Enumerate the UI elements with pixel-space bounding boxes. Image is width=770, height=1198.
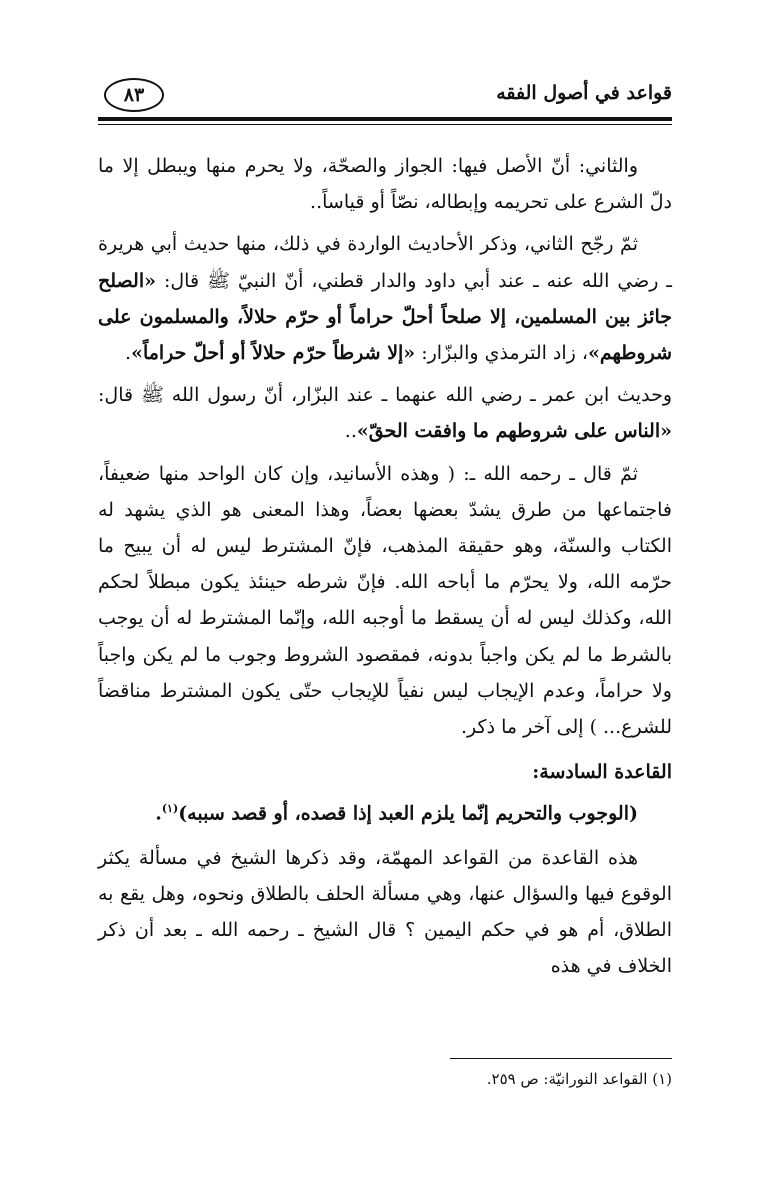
body-text bbox=[98, 148, 672, 991]
footnote: (١) القواعد النورانيّة: ص ٢٥٩. bbox=[486, 1070, 672, 1088]
hadith-quote-1: «الصلح جائز بين المسلمين، إلا صلحاً أحلّ حراماً أو حرّم حلالاً، والمسلمون على شروطهم» bbox=[98, 269, 672, 365]
page-header bbox=[98, 76, 672, 116]
header-rule-thick bbox=[98, 117, 672, 121]
paragraph-3-intro: وحديث ابن عمر ـ رضي الله عنهما ـ عند البزّار، أنّ رسول الله ﷺ قال: bbox=[98, 384, 672, 407]
paragraph-1 bbox=[98, 148, 672, 220]
paragraph-3 bbox=[98, 377, 672, 449]
footnote-marker: (١) bbox=[161, 802, 179, 816]
hadith-quote-3: «الناس على شروطهم ما وافقت الحقّ» bbox=[356, 420, 672, 443]
paragraph-2-intro: ثمّ رجّح الثاني، وذكر الأحاديث الواردة في ذلك، منها حديث أبي هريرة ـ رضي الله عنه ـ عند أبي داود والدار قطني، أنّ النبيّ ﷺ قال: bbox=[98, 233, 672, 292]
section-heading: القاعدة السادسة: bbox=[532, 761, 672, 784]
page-number: ٨٣ bbox=[104, 78, 164, 112]
paragraph-2-mid: ، زاد الترمذي والبزّار: bbox=[415, 342, 589, 365]
paragraph-5-text: هذه القاعدة من القواعد المهمّة، وقد ذكرها الشيخ في مسألة يكثر الوقوع فيها والسؤال عنها، وهي مسألة الحلف بالطلاق ونحوه، وهل يقع به الطلاق، أم هو في حكم اليمين ؟ قال الشيخ ـ رحمه الله ـ بعد أن ذكر الخلاف في هذه bbox=[98, 846, 672, 978]
paragraph-4 bbox=[98, 456, 672, 746]
footnote-rule bbox=[450, 1058, 672, 1059]
paragraph-3-end: .. bbox=[344, 420, 357, 443]
paragraph-2-end: . bbox=[125, 342, 132, 365]
paragraph-1-text: والثاني: أنّ الأصل فيها: الجواز والصحّة، ولا يحرم منها ويبطل إلا ما دلّ الشرع على تحريمه وإبطاله، نصّاً أو قياساً.. bbox=[98, 155, 672, 214]
paragraph-2 bbox=[98, 226, 672, 371]
rule-statement: (الوجوب والتحريم إنّما يلزم العبد إذا قصده، أو قصد سببه)$^{(١)}$. bbox=[155, 802, 638, 825]
rule-statement-text: (الوجوب والتحريم إنّما يلزم العبد إذا قصده، أو قصد سببه) bbox=[178, 802, 638, 825]
paragraph-4-text: ثمّ قال ـ رحمه الله ـ: ( وهذه الأسانيد، وإن كان الواحد منها ضعيفاً، فاجتماعها من طرق يشدّ بعضها بعضاً، وهذا المعنى هو الذي يشهد له الكتاب والسنّة، وهو حقيقة المذهب، فإنّ المشترط ليس له أن يبيح ما حرّمه الله، ولا يحرّم ما أباحه الله. فإنّ شرطه حينئذ يكون مبطلاً لحكم الله، وكذلك ليس له أن يسقط ما أوجبه الله، وإنّما المشترط له أن يوجب بالشرط ما لم يكن واجباً بدونه، فمقصود الشروط وجوب ما لم يكن واجباً ولا حراماً، وعدم الإيجاب ليس نفياً للإيجاب حتّى يكون المشترط مناقضاً للشرع... ) إلى آخر ما ذكر. bbox=[98, 462, 672, 739]
header-rule-thin bbox=[98, 124, 672, 125]
hadith-quote-2: «إلا شرطاً حرّم حلالاً أو أحلّ حراماً» bbox=[131, 342, 416, 365]
running-title: قواعد في أصول الفقه bbox=[496, 82, 672, 104]
paragraph-5 bbox=[98, 840, 672, 985]
